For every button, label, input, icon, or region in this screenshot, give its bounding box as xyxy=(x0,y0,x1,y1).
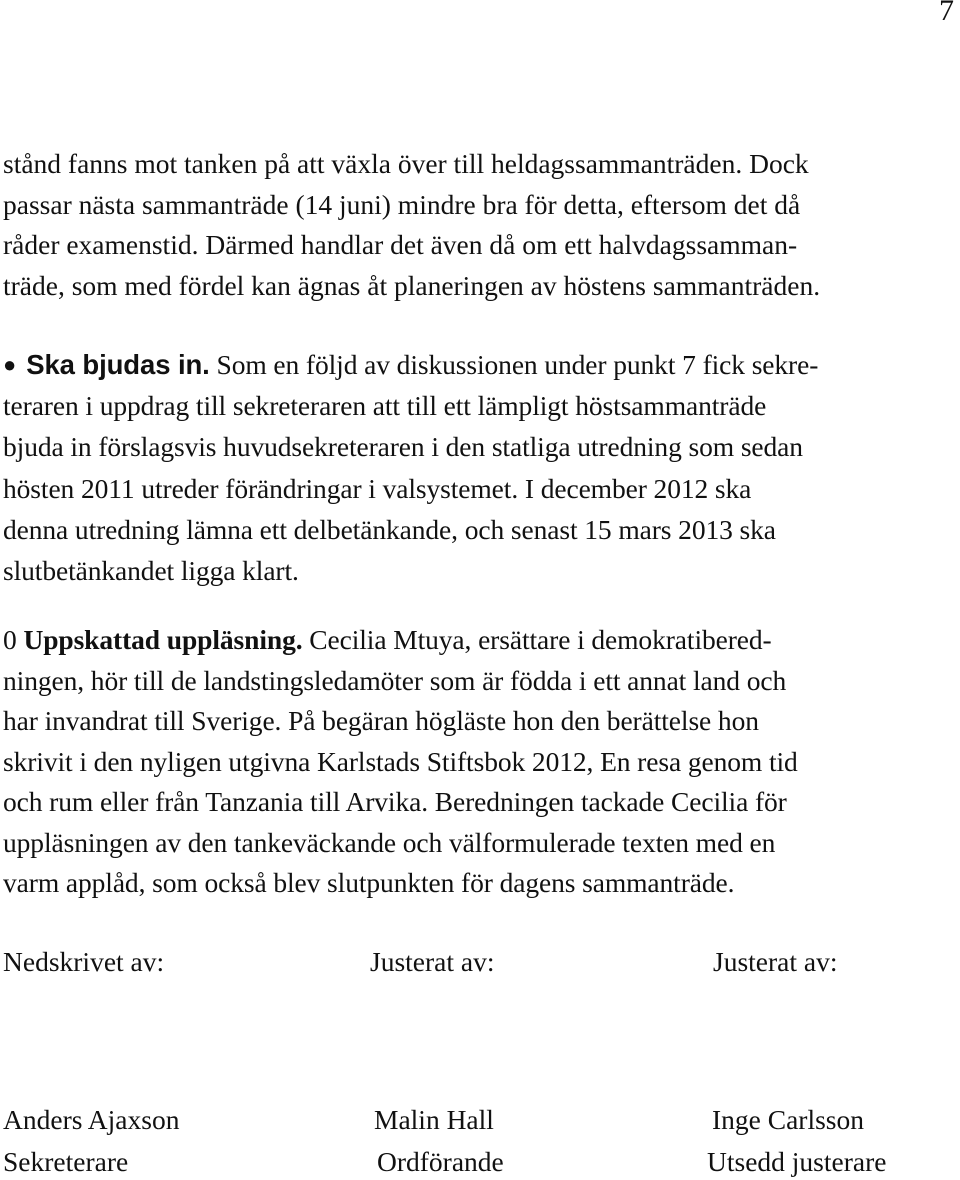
page-number: 7 xyxy=(939,0,954,27)
item-heading: Ska bjudas in. xyxy=(26,349,210,380)
paragraph-continued xyxy=(3,144,953,307)
item-reading xyxy=(3,620,953,904)
text-line: passar nästa sammanträde (14 juni) mindre bra för detta, eftersom det då xyxy=(3,188,801,220)
text-line: slutbetänkandet ligga klart. xyxy=(3,555,299,587)
signature-caption: Justerat av: xyxy=(713,946,838,977)
text-line xyxy=(3,620,953,661)
signature-caption: Nedskrivet av: xyxy=(3,946,165,977)
text-line: råder examenstid. Därmed handlar det även då om ett halvdagssamman- xyxy=(3,229,798,261)
signature-role: Utsedd justerare xyxy=(707,1146,887,1177)
item-invite xyxy=(3,344,953,591)
signature-role: Ordförande xyxy=(377,1146,504,1177)
signature-name: Anders Ajaxson xyxy=(3,1104,180,1135)
text-line: träde, som med fördel kan ägnas åt planeringen av höstens sammanträden. xyxy=(3,270,821,302)
text-line: stånd fanns mot tanken på att växla över till heldagssammanträden. Dock xyxy=(3,148,809,179)
text-line: och rum eller från Tanzania till Arvika. Beredningen tackade Cecilia för xyxy=(3,786,787,817)
text-line: teraren i uppdrag till sekreteraren att till ett lämpligt höstsammanträde xyxy=(3,390,767,422)
text-line: har invandrat till Sverige. På begäran högläste hon den berättelse hon xyxy=(3,705,759,736)
signature-role: Sekreterare xyxy=(3,1146,129,1177)
text-line xyxy=(3,344,953,385)
item-heading: Uppskattad uppläsning. xyxy=(23,624,303,655)
text-line: bjuda in förslagsvis huvudsekreteraren i den statliga utredning som sedan xyxy=(3,431,803,463)
item-number: 0 xyxy=(3,624,17,655)
signature-caption: Justerat av: xyxy=(370,946,495,977)
text-line: ningen, hör till de landstingsledamöter som är födda i ett annat land och xyxy=(3,664,787,696)
text-line: varm applåd, som också blev slutpunkten för dagens sammanträde. xyxy=(3,867,735,898)
signature-name: Malin Hall xyxy=(374,1104,494,1135)
text-line: denna utredning lämna ett delbetänkande, och senast 15 mars 2013 ska xyxy=(3,513,776,545)
text-line: hösten 2011 utreder förändringar i valsystemet. I december 2012 ska xyxy=(3,472,752,504)
text-line: skrivit i den nyligen utgivna Karlstads Stiftsbok 2012, En resa genom tid xyxy=(3,745,798,777)
signature-name: Inge Carlsson xyxy=(712,1104,864,1135)
item-text: Som en följd av diskussionen under punkt 7 fick sekre- xyxy=(209,349,819,380)
item-text: Cecilia Mtuya, ersättare i demokratibered- xyxy=(302,624,772,655)
bullet-icon: ● xyxy=(3,352,17,377)
text-line: uppläsningen av den tankeväckande och välformulerade texten med en xyxy=(3,826,776,858)
